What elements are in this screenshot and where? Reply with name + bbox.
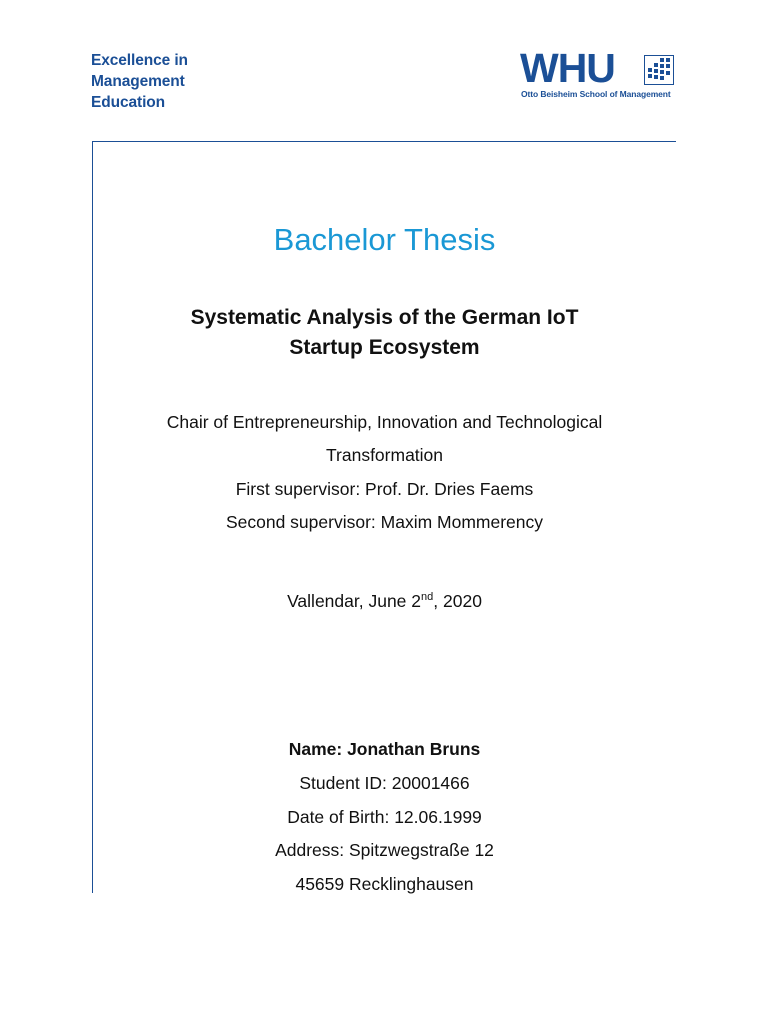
tagline-line-1: Excellence in — [91, 52, 188, 69]
place-date — [93, 590, 676, 612]
thesis-subtitle-line-2: Startup Ecosystem — [289, 336, 480, 359]
chair-line-1: Chair of Entrepreneurship, Innovation and Technological — [166, 412, 603, 432]
date-suffix: , 2020 — [433, 591, 482, 611]
whu-logo — [520, 45, 678, 102]
second-supervisor: Second supervisor: Maxim Mommerency — [225, 512, 544, 532]
first-supervisor: First supervisor: Prof. Dr. Dries Faems — [235, 479, 534, 499]
whu-cube-grid-icon — [644, 55, 674, 85]
student-id: Student ID: 20001466 — [299, 773, 470, 793]
chair-line-2: Transformation — [325, 445, 444, 465]
author-name: Name: Jonathan Bruns — [288, 739, 481, 759]
document-title: Bachelor Thesis — [273, 222, 496, 257]
thesis-subtitle — [93, 303, 676, 363]
tagline — [91, 50, 188, 113]
thesis-subtitle-line-1: Systematic Analysis of the German IoT — [190, 306, 579, 329]
address-street: Address: Spitzwegstraße 12 — [275, 840, 494, 860]
date-of-birth: Date of Birth: 12.06.1999 — [287, 807, 482, 827]
address-city: 45659 Recklinghausen — [295, 874, 474, 894]
date-superscript: nd — [421, 591, 434, 604]
tagline-line-2: Management — [91, 73, 185, 90]
logo-subtitle: Otto Beisheim School of Management — [521, 89, 671, 99]
date-prefix: Vallendar, June 2 — [287, 591, 422, 611]
tagline-line-3: Education — [91, 94, 166, 111]
frame-top-border — [92, 141, 676, 142]
logo-wordmark: WHU — [520, 45, 615, 91]
